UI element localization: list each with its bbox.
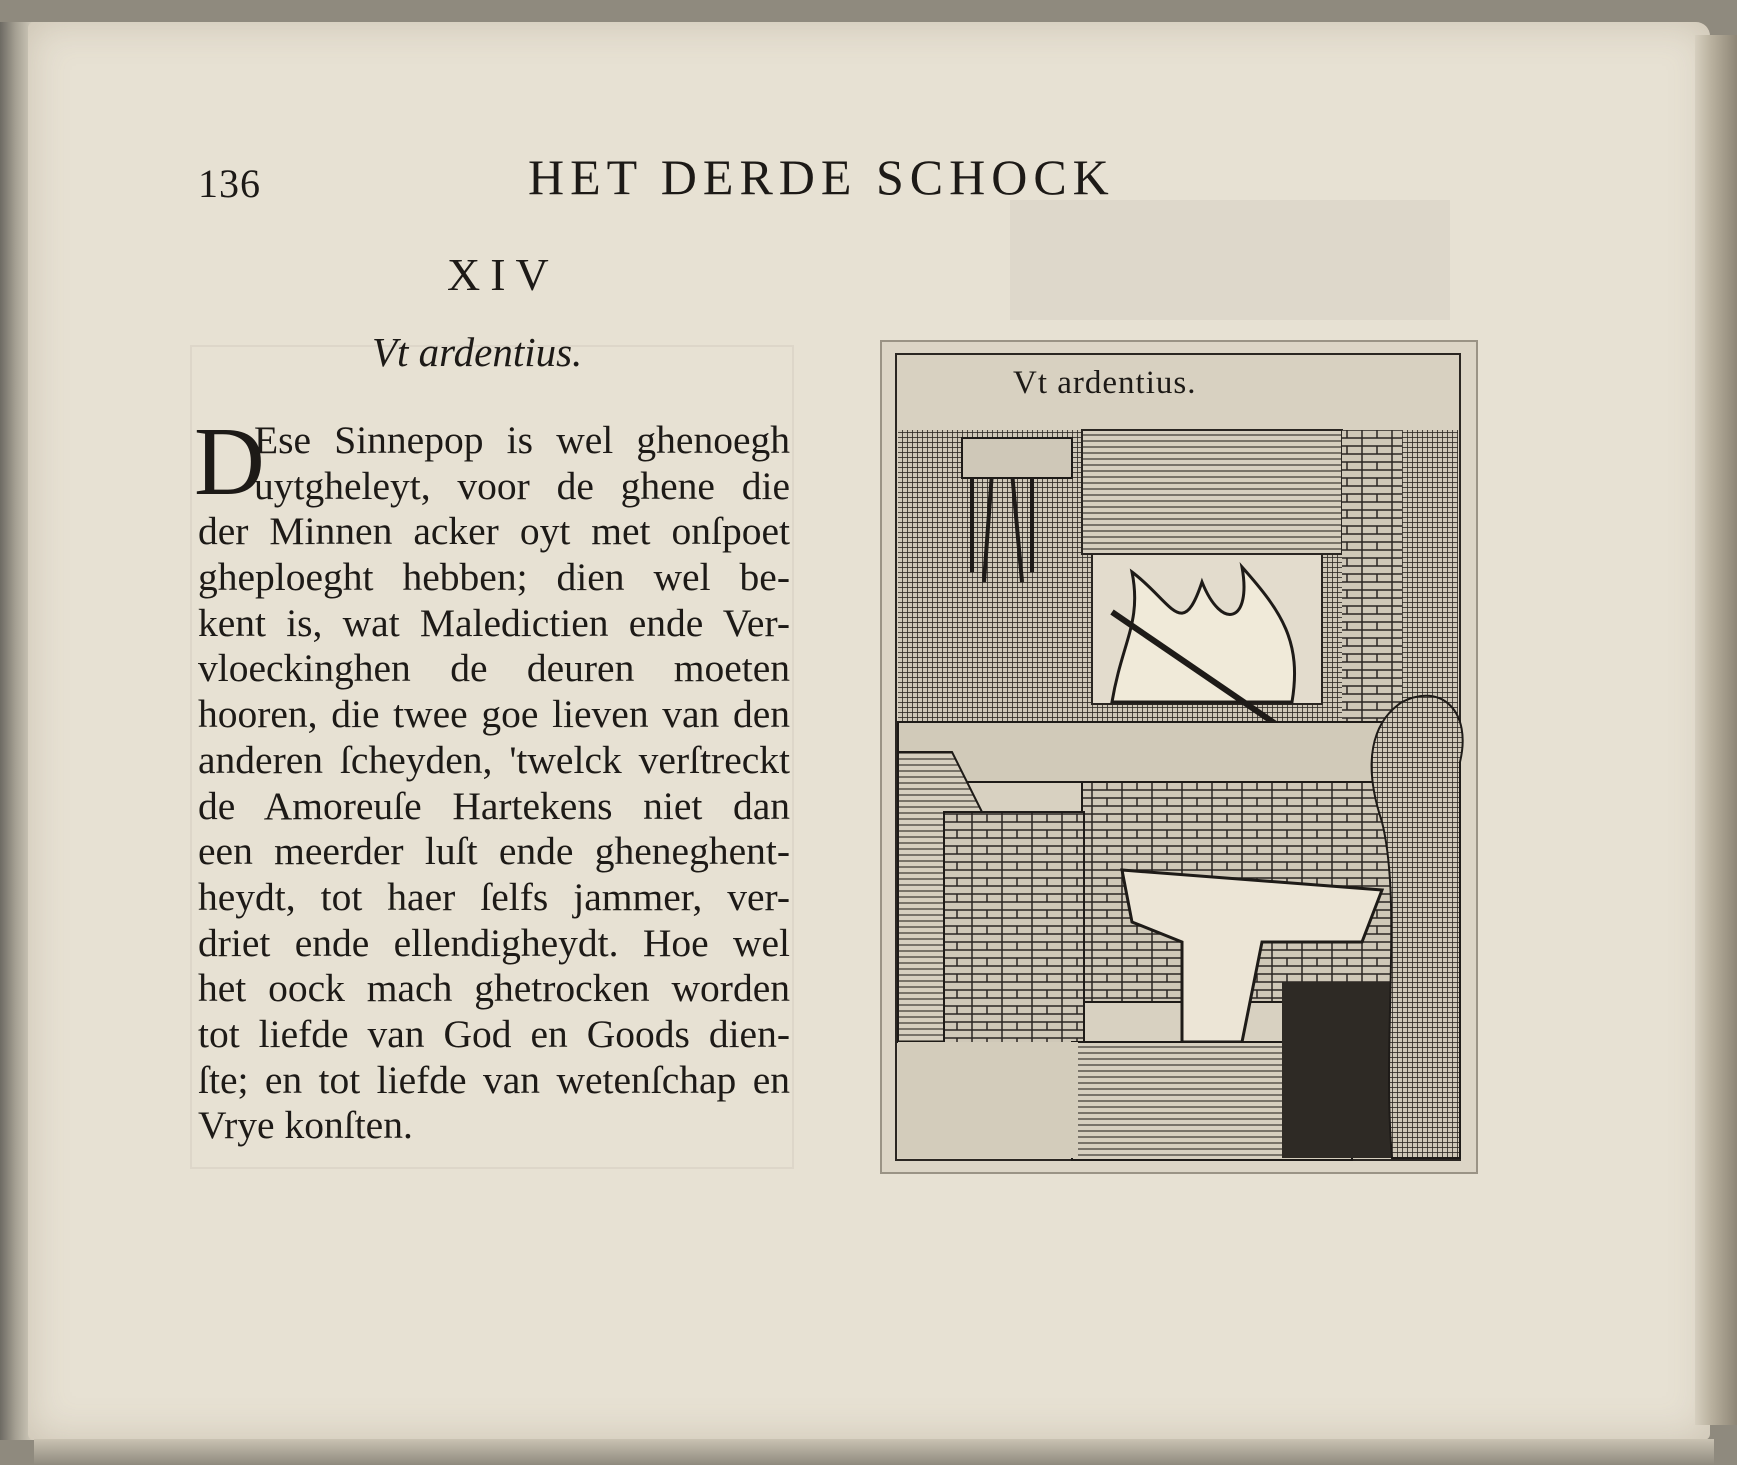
body-line: anderen ſcheyden, 'twelck verſtreckt: [198, 737, 790, 782]
body-line: uytgheleyt, voor de ghene die: [254, 463, 790, 508]
engraving-caption: Vt ardentius.: [1013, 365, 1197, 401]
forge-engraving: [882, 342, 1476, 1172]
body-line: de Amoreuſe Hartekens niet dan: [198, 783, 790, 828]
body-line: hooren, die twee goe lieven van den: [198, 692, 790, 737]
body-line: Ese Sinnepop is wel ghenoegh: [254, 418, 790, 462]
body-line: een meerder luſt ende gheneghent-: [198, 829, 790, 874]
body-line: der Minnen acker oyt met onſpoet: [198, 509, 790, 554]
chapter-number: XIV: [447, 249, 559, 300]
body-line: driet ende ellendigheydt. Hoe wel: [198, 920, 790, 965]
body-line: het oock mach ghetrocken worden: [198, 966, 790, 1011]
body-line: heydt, tot haer ſelfs jammer, ver-: [198, 874, 790, 919]
running-head: HET DERDE SCHOCK: [528, 149, 1115, 205]
body-line: gheploeght hebben; dien wel be-: [198, 555, 790, 600]
show-through-block: [1010, 200, 1450, 320]
motto-heading: Vt ardentius.: [372, 329, 583, 375]
engraving-plate: [880, 340, 1478, 1174]
book-bottom-edge: [34, 1439, 1714, 1465]
body-line: ſte; en tot liefde van wetenſchap en: [198, 1057, 790, 1102]
body-line: vloeckinghen de deuren moeten: [198, 646, 790, 691]
page-number: 136: [198, 161, 261, 206]
drop-cap: D: [194, 408, 265, 516]
body-text: [198, 418, 790, 1149]
book-fore-edge: [1695, 35, 1737, 1425]
body-line: kent is, wat Maledictien ende Ver-: [198, 600, 790, 645]
body-line: Vrye konſten.: [198, 1103, 413, 1148]
body-line: tot liefde van God en Goods dien-: [198, 1011, 790, 1056]
